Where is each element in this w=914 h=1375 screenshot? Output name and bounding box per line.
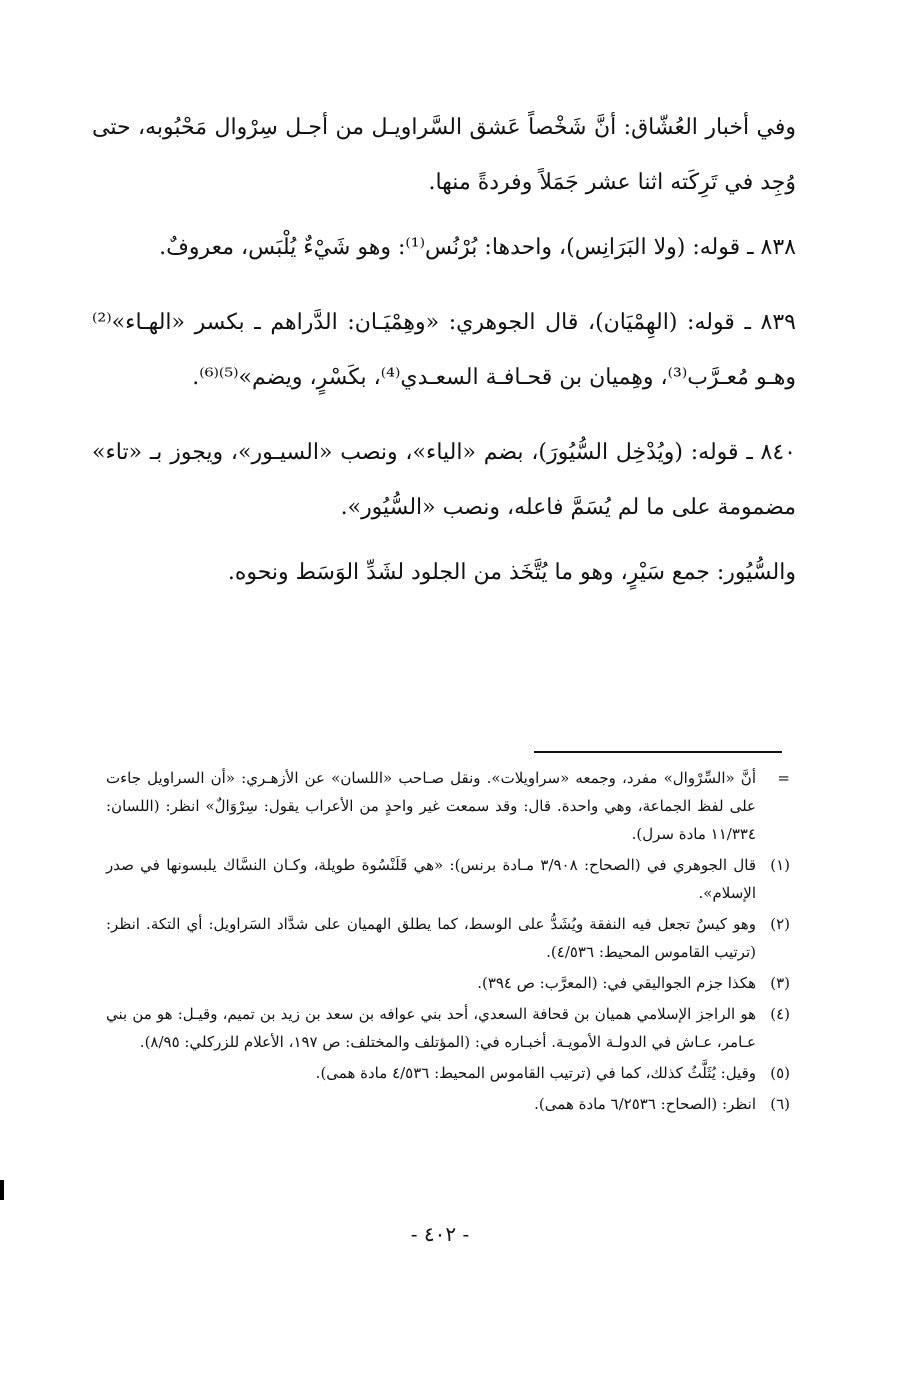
footnote-4 [106,1000,790,1056]
scan-edge-mark [0,1180,4,1200]
footnote-mark: (٢) [770,915,790,933]
footnote-text: هو الراجز الإسلامي هميان بن قحافة السعدي، أحد بني عوافه بن سعد بن زيد بن تميم، وقيـل: هو من بني عـامر، عـاش في الدولـة الأمويـة. أخبـاره في: (المؤتلف والمختلف: ص ١٩٧، الأعلام للزركلي: ٨/٩٥). [106,1005,756,1051]
footnote-3 [106,969,790,997]
footnote-text: وقيل: يُثَلَّثُ كذلك، كما في (ترتيب القاموس المحيط: ٤/٥٣٦ مادة همى). [315,1064,756,1082]
paragraph-suyur-definition: والسُّيُور: جمع سَيْرٍ، وهو ما يُتَّخَذ من الجلود لشَدِّ الوَسَط ونحوه. [227,560,796,585]
footnote-mark: (٥) [770,1064,790,1082]
paragraph-840-suyur: ٨٤٠ ـ قوله: (ويُدْخِل السُّيُورَ)، بضم «الياء»، ونصب «السيـور»، ويجوز بـ «تاء» مضمومة على ما لم يُسَمَّ فاعله، ونصب «السُّيُور». [92,440,796,520]
footnote-5 [106,1059,790,1087]
paragraph-839-hamyan: ٨٣٩ ـ قوله: (الهِمْيَان)، قال الجوهري: «وهِمْيَـان: الدَّراهم ـ بكسر «الهـاء»⁽²⁾ وهـو مُعـرَّب⁽³⁾، وهِميان بن قحـافـة السعـدي⁽⁴⁾، بكَسْرٍ، ويضم»⁽⁵⁾⁽⁶⁾. [92,310,796,390]
footnote-mark: (٤) [770,1005,790,1023]
footnote-text: انظر: (الصحاح: ٦/٢٥٣٦ مادة همى). [534,1095,756,1113]
footnote-mark: (٦) [770,1095,790,1113]
footnote-separator [534,751,782,753]
main-text [92,100,796,610]
footnote-6 [106,1090,790,1118]
footnote-2 [106,910,790,966]
footnote-mark: = [777,769,790,787]
page-number: - ٤٠٢ - [410,1222,470,1246]
paragraph-lovers-anecdote: وفي أخبار العُشّاق: أنَّ شَخْصاً عَشق السَّراويـل من أجـل سِرْوال مَحْبُوبه، حتى وُجِد في تَرِكَته اثنا عشر جَمَلاً وفردةً منها. [92,115,796,195]
footnote-text: وهو كيسٌ تجعل فيه النفقة ويُشَدُّ على الوسط، كما يطلق الهميان على شدَّاد السَراويل: أي التكة. انظر: (ترتيب القاموس المحيط: ٤/٥٣٦). [106,915,756,961]
footnote-text: قال الجوهري في (الصحاح: ٣/٩٠٨ مـادة برنس): «هي قَلَنْسُوة طويلة، وكـان النسَّاك يلبسونها في صدر الإسلام». [106,856,756,902]
footnote-text: هكذا جزم الجواليقي في: (المعرَّب: ص ٣٩٤). [477,974,756,992]
footnotes [106,764,790,1121]
footnote-mark: (١) [770,856,790,874]
footnote-1 [106,851,790,907]
footnote-text: أنَّ «السِّرْوال» مفرد، وجمعه «سراويلات». ونقل صـاحب «اللسان» عن الأزهـري: «أن السراويل جاءت على لفظ الجماعة، وهي واحدة. قال: وقد سمعت غير واحدٍ من الأعراب يقول: سِرْوَالٌ» انظر: (اللسان: ١١/٣٣٤ مادة سرل). [106,769,756,843]
footnote-continuation [106,764,790,848]
paragraph-838-baranis: ٨٣٨ ـ قوله: (ولا البَرَانِس)، واحدها: بُرْنُس⁽¹⁾: وهو شَيْءٌ يُلْبَس، معروفٌ. [159,235,796,260]
footnote-mark: (٣) [770,974,790,992]
